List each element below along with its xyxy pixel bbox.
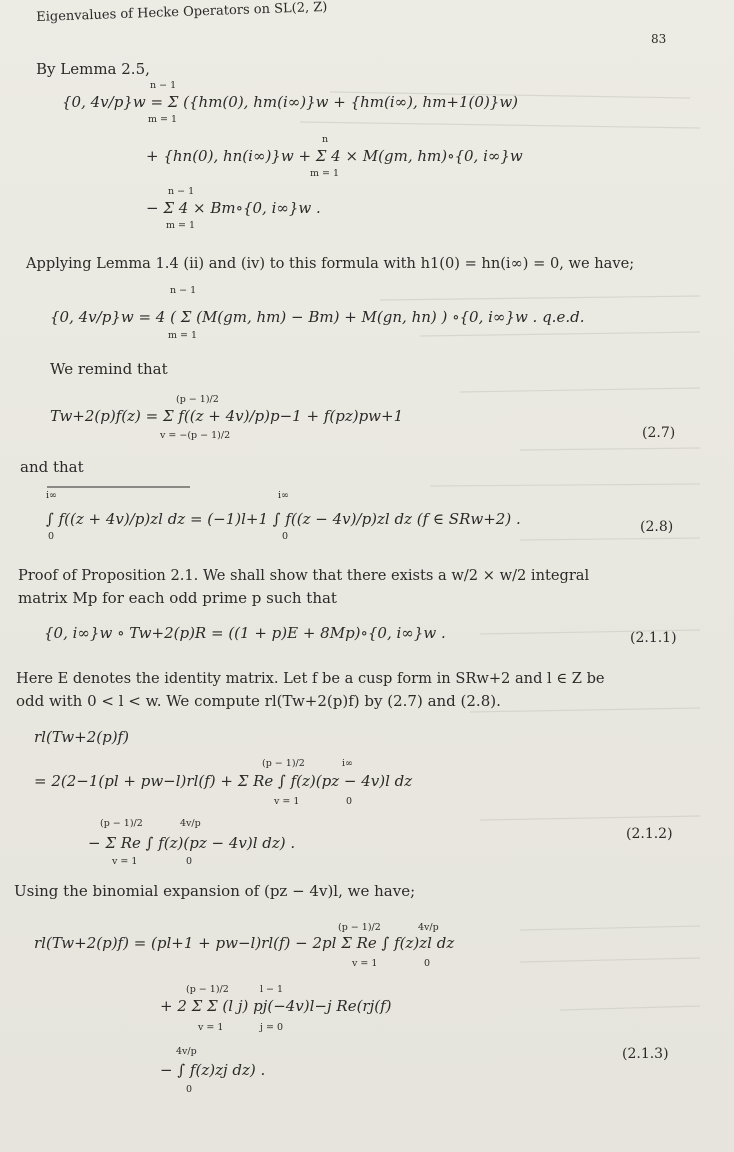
equation-number: (2.8) xyxy=(640,519,674,535)
integral-upper-limit: i∞ xyxy=(46,490,57,501)
integral-lower-limit: 0 xyxy=(346,796,353,807)
equation-line: + 2 Σ Σ (l j) pj(−4v)l−j Re(rj(f) xyxy=(160,997,392,1015)
sum-lower-limit: j = 0 xyxy=(260,1022,283,1033)
integral-lower-limit: 0 xyxy=(186,856,193,867)
equation-line: {0, 4v/p}w = 4 ( Σ (M(gm, hm) − Bm) + M(gn, hn) ) ∘{0, i∞}w . q.e.d. xyxy=(50,308,585,326)
sum-upper-limit: n − 1 xyxy=(170,285,197,296)
equation-line: = 2(2−1(pl + pw−l)rl(f) + Σ Re ∫ f(z)(pz − 4v)l dz xyxy=(34,772,413,790)
sum-lower-limit: m = 1 xyxy=(168,330,198,341)
integral-upper-limit: 4v/p xyxy=(418,922,439,933)
text-line: and that xyxy=(20,458,84,476)
equation-number: (2.1.3) xyxy=(622,1046,669,1062)
equation-line: rl(Tw+2(p)f) xyxy=(34,728,129,746)
sum-lower-limit: v = 1 xyxy=(112,856,138,867)
text-line: By Lemma 2.5, xyxy=(36,60,150,78)
text-line: Applying Lemma 1.4 (ii) and (iv) to this formula with h1(0) = hn(i∞) = 0, we have; xyxy=(26,255,635,272)
equation-line: rl(Tw+2(p)f) = (pl+1 + pw−l)rl(f) − 2pl Σ Re ∫ f(z)zl dz xyxy=(34,934,455,952)
sum-lower-limit: v = 1 xyxy=(352,958,378,969)
sum-upper-limit: n − 1 xyxy=(150,80,177,91)
sum-lower-limit: m = 1 xyxy=(310,168,340,179)
text-line: Here E denotes the identity matrix. Let f be a cusp form in SRw+2 and l ∈ Z be xyxy=(16,670,605,687)
sum-upper-limit: (p − 1)/2 xyxy=(176,394,219,405)
equation-line: − Σ 4 × Bm∘{0, i∞}w . xyxy=(146,199,321,217)
text-line: Proof of Proposition 2.1. We shall show that there exists a w/2 × w/2 integral xyxy=(18,567,590,584)
equation-number: (2.7) xyxy=(642,425,676,441)
integral-lower-limit: 0 xyxy=(186,1084,193,1095)
integral-upper-limit: 4v/p xyxy=(180,818,201,829)
sum-lower-limit: v = −(p − 1)/2 xyxy=(160,430,231,441)
equation-line: + {hn(0), hn(i∞)}w + Σ 4 × M(gm, hm)∘{0, i∞}w xyxy=(146,147,523,165)
integral-lower-limit: 0 xyxy=(424,958,431,969)
sum-upper-limit: (p − 1)/2 xyxy=(338,922,381,933)
equation-number: (2.1.2) xyxy=(626,826,673,842)
equation-line: ∫ f((z + 4v)/p)zl dz = (−1)l+1 ∫ f((z − 4v)/p)zl dz (f ∈ SRw+2) . xyxy=(46,510,521,528)
sum-upper-limit: (p − 1)/2 xyxy=(186,984,229,995)
running-title: Eigenvalues of Hecke Operators on SL(2, Z) xyxy=(36,0,328,25)
sum-upper-limit: (p − 1)/2 xyxy=(100,818,143,829)
integral-upper-limit: i∞ xyxy=(342,758,353,769)
integral-lower-limit: 0 xyxy=(48,531,55,542)
sum-upper-limit: n − 1 xyxy=(168,186,195,197)
text-line: Using the binomial expansion of (pz − 4v)l, we have; xyxy=(14,882,416,900)
sum-lower-limit: v = 1 xyxy=(274,796,300,807)
sum-upper-limit: n xyxy=(322,134,329,145)
sum-lower-limit: v = 1 xyxy=(198,1022,224,1033)
equation-line: Tw+2(p)f(z) = Σ f((z + 4v)/p)p−1 + f(pz)pw+1 xyxy=(50,407,404,425)
integral-lower-limit: 0 xyxy=(282,531,289,542)
sum-lower-limit: m = 1 xyxy=(148,114,178,125)
text-line: odd with 0 < l < w. We compute rl(Tw+2(p)f) by (2.7) and (2.8). xyxy=(16,692,501,710)
equation-number: (2.1.1) xyxy=(630,630,677,646)
integral-upper-limit: i∞ xyxy=(278,490,289,501)
sum-upper-limit: l − 1 xyxy=(260,984,284,995)
sum-lower-limit: m = 1 xyxy=(166,220,196,231)
page-number: 83 xyxy=(651,32,667,46)
equation-line: {0, 4v/p}w = Σ ({hm(0), hm(i∞)}w + {hm(i∞), hm+1(0)}w) xyxy=(62,93,519,111)
equation-line: {0, i∞}w ∘ Tw+2(p)R = ((1 + p)E + 8Mp)∘{0, i∞}w . xyxy=(44,624,446,642)
equation-line: − Σ Re ∫ f(z)(pz − 4v)l dz) . xyxy=(88,834,296,852)
integral-upper-limit: 4v/p xyxy=(176,1046,197,1057)
text-line: We remind that xyxy=(50,360,168,378)
sum-upper-limit: (p − 1)/2 xyxy=(262,758,305,769)
text-line: matrix Mp for each odd prime p such that xyxy=(18,589,337,607)
equation-line: − ∫ f(z)zj dz) . xyxy=(160,1061,266,1079)
